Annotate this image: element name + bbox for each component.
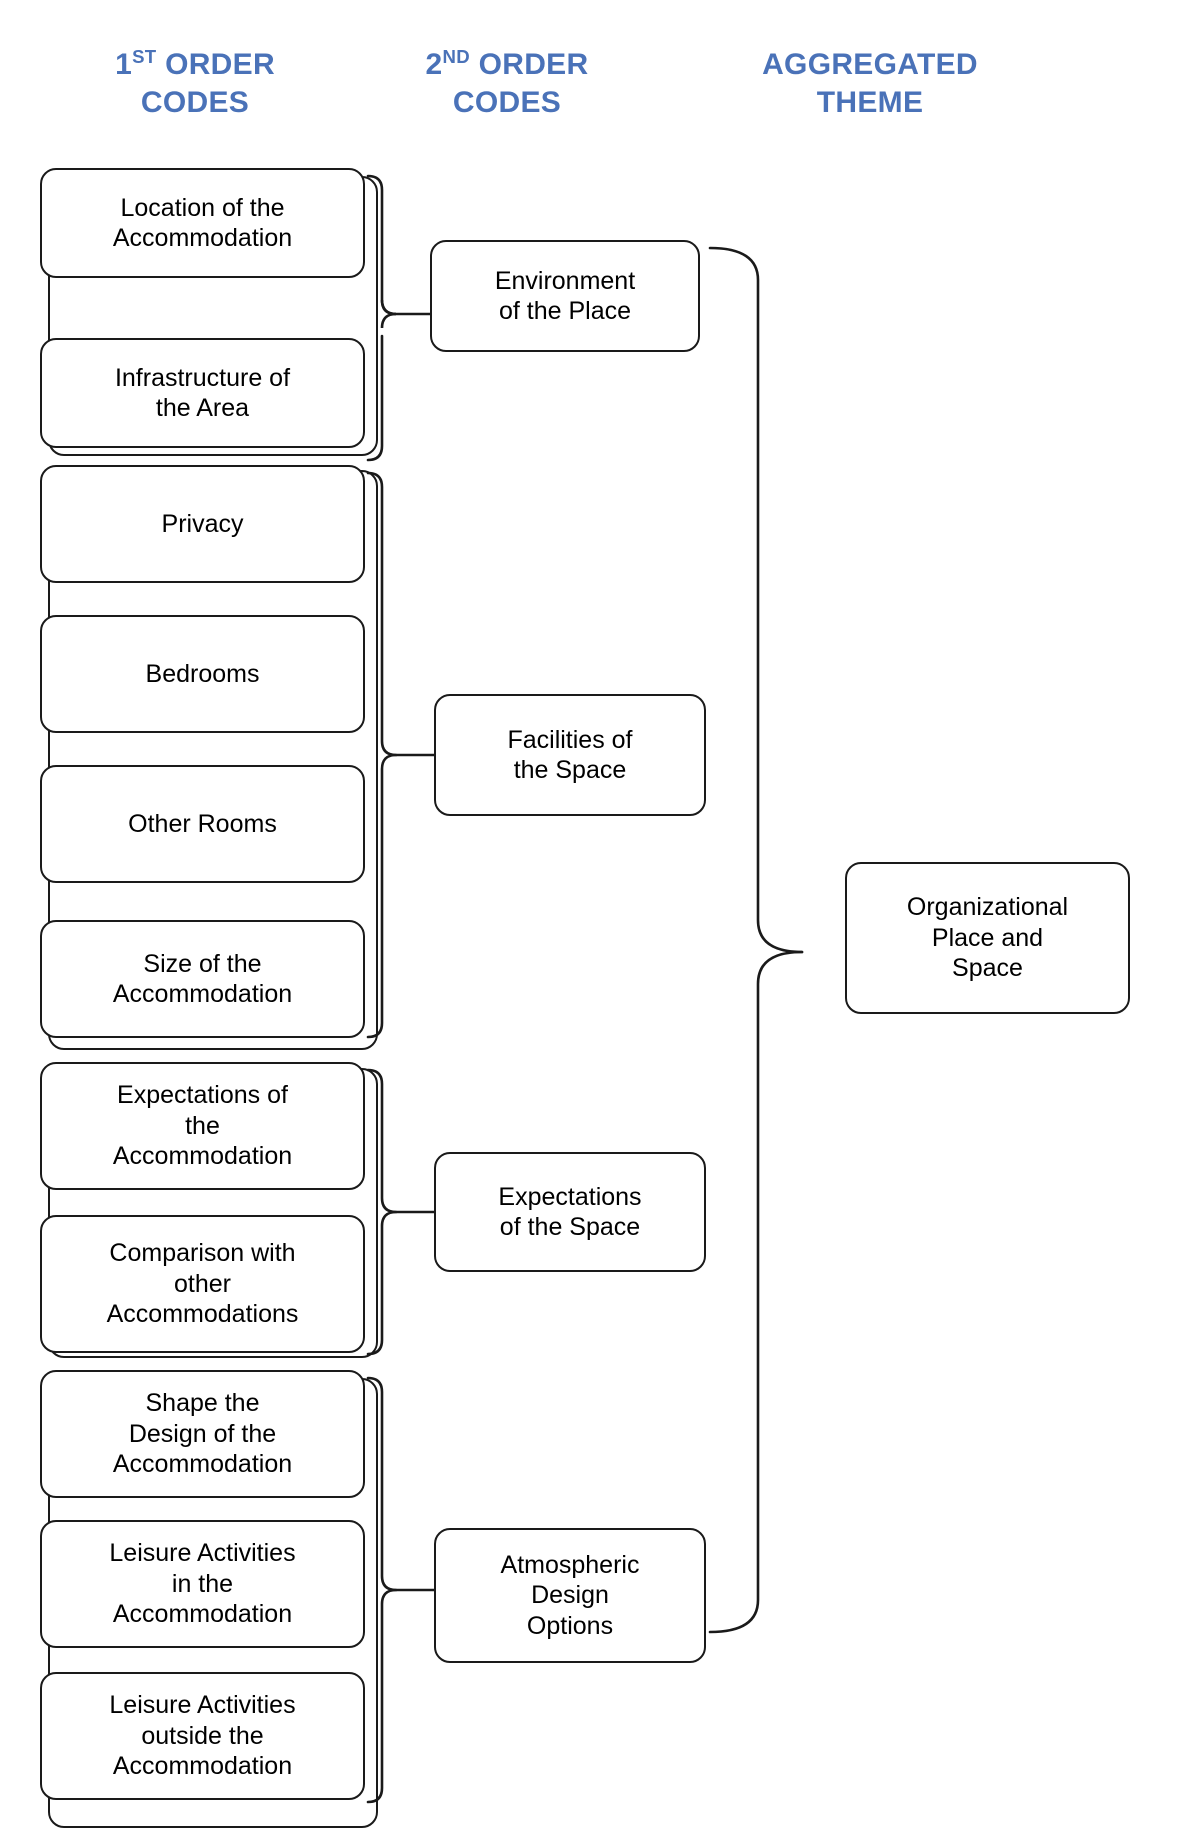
first-order-box-privacy: Privacy [40, 465, 365, 583]
first-order-box-leisure-outside: Leisure Activities outside the Accommodation [40, 1672, 365, 1800]
first-order-box-location: Location of the Accommodation [40, 168, 365, 278]
second-order-box-expectations-space: Expectations of the Space [434, 1152, 706, 1272]
first-order-box-comparison: Comparison with other Accommodations [40, 1215, 365, 1353]
column-header-second-order [362, 46, 652, 123]
second-order-box-environment: Environment of the Place [430, 240, 700, 352]
second-order-box-atmospheric: Atmospheric Design Options [434, 1528, 706, 1663]
first-order-head-word: ORDER [156, 48, 275, 81]
second-order-head-word: ORDER [469, 48, 589, 81]
second-order-head-num: 2 [425, 48, 443, 81]
first-order-box-size: Size of the Accommodation [40, 920, 365, 1038]
connector-expectations [366, 1062, 436, 1362]
second-order-box-facilities: Facilities of the Space [434, 694, 706, 816]
first-order-box-bedrooms: Bedrooms [40, 615, 365, 733]
second-order-head-sup: ND [442, 46, 470, 67]
second-order-head-line2: CODES [452, 86, 562, 120]
first-order-box-other-rooms: Other Rooms [40, 765, 365, 883]
theme-head-line2: THEME [816, 86, 924, 120]
first-order-box-leisure-inside: Leisure Activities in the Accommodation [40, 1520, 365, 1648]
aggregated-theme-box-organizational: Organizational Place and Space [845, 862, 1130, 1014]
first-order-box-expectations: Expectations of the Accommodation [40, 1062, 365, 1190]
connector-aggregated-theme [706, 240, 836, 1640]
first-order-box-infrastructure: Infrastructure of the Area [40, 338, 365, 448]
first-order-box-shape-design: Shape the Design of the Accommodation [40, 1370, 365, 1498]
theme-head-line1: AGGREGATED [762, 48, 978, 81]
connector-facilities [366, 465, 436, 1045]
connector-environment [366, 168, 436, 468]
first-order-head-line2: CODES [140, 86, 250, 120]
column-header-first-order [30, 46, 360, 123]
first-order-head-num: 1 [115, 48, 133, 81]
first-order-head-sup: ST [132, 46, 157, 67]
connector-atmospheric [366, 1370, 436, 1810]
column-header-aggregated-theme [700, 46, 1040, 123]
